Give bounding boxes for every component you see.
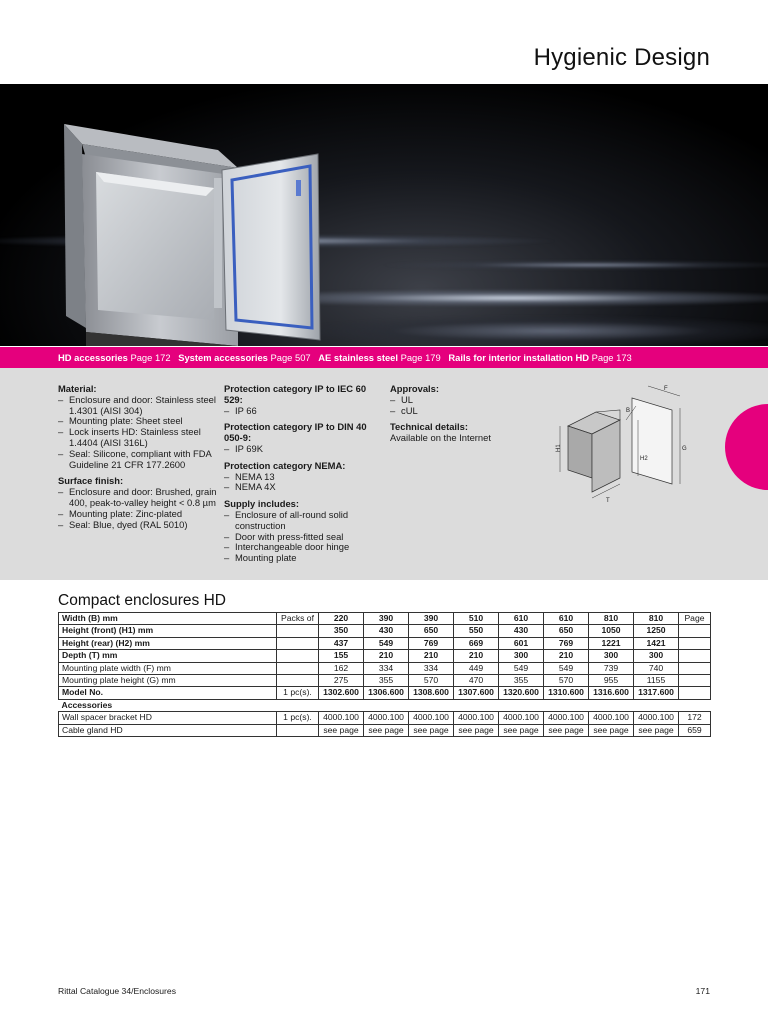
list-item: – Interchangeable door hinge xyxy=(224,542,384,553)
nema-list xyxy=(224,472,384,494)
accessory-link-ae[interactable]: AE stainless steel xyxy=(318,352,398,363)
accessory-page-ae: Page 179 xyxy=(400,352,441,363)
table-cell xyxy=(277,724,319,736)
din-heading: Protection category IP to DIN 40 050-9: xyxy=(224,421,367,444)
list-item: – Enclosure and door: Brushed, grain 400, peak-to-valley height < 0.8 µm xyxy=(58,487,218,509)
list-item: – NEMA 4X xyxy=(224,482,384,493)
material-heading: Material: xyxy=(58,383,97,394)
label-b: B xyxy=(626,408,631,414)
table-cell: 1221 xyxy=(589,637,634,649)
table-cell: 4000.100 xyxy=(634,712,679,724)
table-cell xyxy=(277,637,319,649)
list-item: – Mounting plate: Zinc-plated xyxy=(58,509,218,520)
table-cell: 162 xyxy=(319,662,364,674)
supply-heading: Supply includes: xyxy=(224,498,300,510)
table-cell: 4000.100 xyxy=(544,712,589,724)
table-cell xyxy=(679,662,711,674)
surface-heading: Surface finish: xyxy=(58,475,124,487)
accessory-link-hd[interactable]: HD accessories xyxy=(58,352,128,363)
table-cell: 430 xyxy=(499,625,544,637)
table-cell: 449 xyxy=(454,662,499,674)
table-cell: 350 xyxy=(319,625,364,637)
spec-column-3 xyxy=(390,384,540,450)
accessory-link-system[interactable]: System accessories xyxy=(178,352,268,363)
ip-list xyxy=(224,406,384,417)
label-h1: H1 xyxy=(556,444,562,452)
table-cell: 1302.600 xyxy=(319,687,364,699)
table-cell: 4000.100 xyxy=(454,712,499,724)
table-cell: see page xyxy=(589,724,634,736)
table-cell: 570 xyxy=(544,675,589,687)
table-cell: 601 xyxy=(499,637,544,649)
technical-heading: Technical details: xyxy=(390,421,468,433)
table-cell: 1317.600 xyxy=(634,687,679,699)
table-cell: 549 xyxy=(544,662,589,674)
list-item: – IP 69K xyxy=(224,444,384,455)
specifications-panel xyxy=(0,368,768,580)
table-cell: 1 pc(s). xyxy=(277,712,319,724)
accessory-links-bar xyxy=(0,347,768,368)
surface-list xyxy=(58,487,218,530)
list-item: – Seal: Blue, dyed (RAL 5010) xyxy=(58,520,218,531)
supply-list xyxy=(224,510,384,564)
table-cell xyxy=(277,650,319,662)
table-cell: 4000.100 xyxy=(364,712,409,724)
table-cell: 550 xyxy=(454,625,499,637)
table-cell: 300 xyxy=(634,650,679,662)
table-cell: 210 xyxy=(364,650,409,662)
table-cell: 275 xyxy=(319,675,364,687)
table-cell: 810 xyxy=(589,613,634,625)
table-cell: 650 xyxy=(409,625,454,637)
table-header-row xyxy=(59,613,711,625)
list-item: – Mounting plate xyxy=(224,553,384,564)
din-list xyxy=(224,444,384,455)
table-cell xyxy=(277,662,319,674)
footer-catalogue: Rittal Catalogue 34/Enclosures xyxy=(58,986,176,996)
table-cell: 610 xyxy=(499,613,544,625)
table-cell: 390 xyxy=(364,613,409,625)
table-cell: 610 xyxy=(544,613,589,625)
table-cell xyxy=(277,625,319,637)
table-cell: see page xyxy=(499,724,544,736)
table-cell: 1421 xyxy=(634,637,679,649)
table-cell: Mounting plate height (G) mm xyxy=(59,675,277,687)
table-row xyxy=(59,687,711,699)
table-cell: Cable gland HD xyxy=(59,724,277,736)
table-cell: 1308.600 xyxy=(409,687,454,699)
table-cell: 510 xyxy=(454,613,499,625)
table-cell: see page xyxy=(364,724,409,736)
table-cell xyxy=(679,625,711,637)
table-row xyxy=(59,724,711,736)
table-row xyxy=(59,650,711,662)
table-cell xyxy=(679,637,711,649)
footer-page-number: 171 xyxy=(695,986,710,996)
list-item: – UL xyxy=(390,395,540,406)
header-page: Page xyxy=(679,613,711,625)
table-cell: 334 xyxy=(409,662,454,674)
list-item: – Lock inserts HD: Stainless steel 1.4404 (AISI 316L) xyxy=(58,427,218,449)
table-cell: 210 xyxy=(454,650,499,662)
table-title: Compact enclosures HD xyxy=(58,592,226,609)
list-item: – Enclosure and door: Stainless steel 1.4301 (AISI 304) xyxy=(58,395,218,417)
table-row xyxy=(59,625,711,637)
table-cell: 355 xyxy=(499,675,544,687)
spec-column-2 xyxy=(224,384,384,570)
table-cell: 1155 xyxy=(634,675,679,687)
table-cell: 300 xyxy=(589,650,634,662)
approvals-heading: Approvals: xyxy=(390,383,439,394)
table-cell: 549 xyxy=(499,662,544,674)
table-row xyxy=(59,675,711,687)
accessories-label: Accessories xyxy=(59,699,711,711)
table-cell: see page xyxy=(319,724,364,736)
spec-column-1 xyxy=(58,384,218,536)
header-label: Width (B) mm xyxy=(59,613,277,625)
table-cell: 669 xyxy=(454,637,499,649)
table-cell: 172 xyxy=(679,712,711,724)
table-cell: 739 xyxy=(589,662,634,674)
table-cell: 1306.600 xyxy=(364,687,409,699)
table-cell: 334 xyxy=(364,662,409,674)
table-cell: 769 xyxy=(544,637,589,649)
table-cell: 1316.600 xyxy=(589,687,634,699)
table-cell: 650 xyxy=(544,625,589,637)
technical-text: Available on the Internet xyxy=(390,432,491,444)
table-cell: 4000.100 xyxy=(319,712,364,724)
table-cell xyxy=(277,675,319,687)
table-cell: 1320.600 xyxy=(499,687,544,699)
table-cell: 955 xyxy=(589,675,634,687)
table-cell: 4000.100 xyxy=(589,712,634,724)
accessory-page-system: Page 507 xyxy=(270,352,311,363)
ip-heading: Protection category IP to IEC 60 529: xyxy=(224,383,367,405)
table-cell: 1250 xyxy=(634,625,679,637)
table-cell: 210 xyxy=(544,650,589,662)
table-cell: 220 xyxy=(319,613,364,625)
table-cell: see page xyxy=(544,724,589,736)
enclosure-illustration xyxy=(0,84,768,346)
table-cell: 4000.100 xyxy=(409,712,454,724)
table-body xyxy=(59,625,711,699)
approvals-list xyxy=(390,395,540,417)
table-cell: 355 xyxy=(364,675,409,687)
table-cell: 570 xyxy=(409,675,454,687)
table-cell: 430 xyxy=(364,625,409,637)
table-cell: 210 xyxy=(409,650,454,662)
table-cell: 4000.100 xyxy=(499,712,544,724)
product-photo xyxy=(0,84,768,346)
material-list xyxy=(58,395,218,471)
table-cell: 1050 xyxy=(589,625,634,637)
table-row xyxy=(59,712,711,724)
accessory-page-hd: Page 172 xyxy=(130,352,171,363)
list-item: – Door with press-fitted seal xyxy=(224,532,384,543)
table-cell: Height (front) (H1) mm xyxy=(59,625,277,637)
accessories-row xyxy=(59,699,711,711)
table-cell: Depth (T) mm xyxy=(59,650,277,662)
enclosure-table xyxy=(58,612,711,737)
table-cell: 769 xyxy=(409,637,454,649)
list-item: – Enclosure of all-round solid construction xyxy=(224,510,384,532)
label-f: F xyxy=(664,386,668,392)
table-cell: 1310.600 xyxy=(544,687,589,699)
label-h2: H2 xyxy=(640,456,648,462)
table-row xyxy=(59,637,711,649)
table-cell: 155 xyxy=(319,650,364,662)
page-title: Hygienic Design xyxy=(533,44,710,71)
table-cell: Model No. xyxy=(59,687,277,699)
table-cell: see page xyxy=(634,724,679,736)
table-cell: 470 xyxy=(454,675,499,687)
table-cell: see page xyxy=(454,724,499,736)
header-packs: Packs of xyxy=(277,613,319,625)
table-cell: 810 xyxy=(634,613,679,625)
table-cell: see page xyxy=(409,724,454,736)
table-row xyxy=(59,662,711,674)
accessory-link-rails[interactable]: Rails for interior installation HD xyxy=(448,352,590,363)
table-cell: Height (rear) (H2) mm xyxy=(59,637,277,649)
label-t: T xyxy=(606,498,610,504)
table-cell: 300 xyxy=(499,650,544,662)
table-cell: 740 xyxy=(634,662,679,674)
table-cell xyxy=(679,675,711,687)
table-cell: Wall spacer bracket HD xyxy=(59,712,277,724)
list-item: – cUL xyxy=(390,406,540,417)
accessories-body xyxy=(59,712,711,737)
list-item: – IP 66 xyxy=(224,406,384,417)
table-cell: 1307.600 xyxy=(454,687,499,699)
nema-heading: Protection category NEMA: xyxy=(224,459,346,471)
list-item: – Mounting plate: Sheet steel xyxy=(58,416,218,427)
label-g: G xyxy=(682,446,687,452)
accessory-page-rails: Page 173 xyxy=(591,352,632,363)
table-cell: 390 xyxy=(409,613,454,625)
table-cell: 437 xyxy=(319,637,364,649)
list-item: – NEMA 13 xyxy=(224,472,384,483)
list-item: – Seal: Silicone, compliant with FDA Guideline 21 CFR 177.2600 xyxy=(58,449,218,471)
table-cell: 549 xyxy=(364,637,409,649)
table-cell: Mounting plate width (F) mm xyxy=(59,662,277,674)
dimension-drawing xyxy=(552,380,692,510)
table-cell: 1 pc(s). xyxy=(277,687,319,699)
table-cell xyxy=(679,687,711,699)
table-cell xyxy=(679,650,711,662)
table-cell: 659 xyxy=(679,724,711,736)
